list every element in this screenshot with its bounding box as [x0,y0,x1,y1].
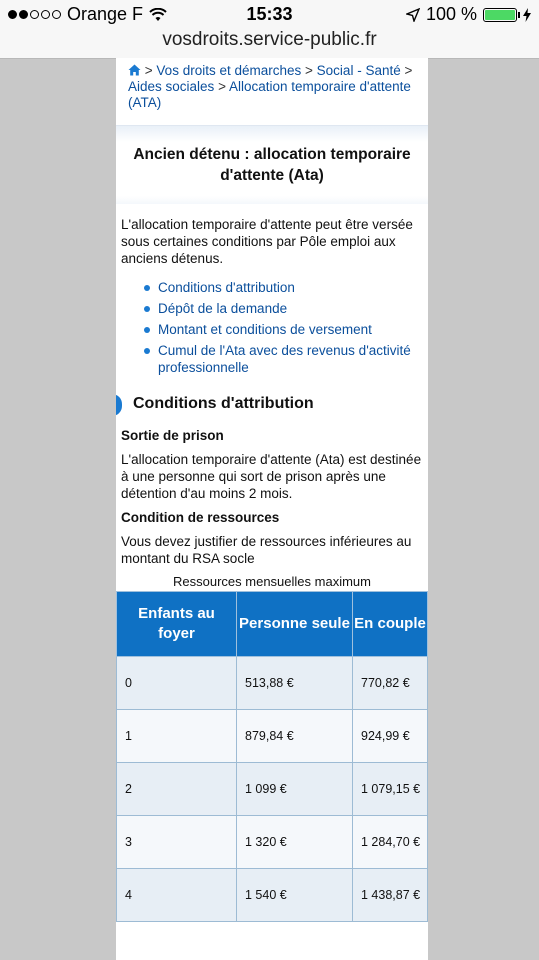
header-enfants: Enfants au foyer [117,592,237,657]
page-title-box [116,125,428,204]
breadcrumb-social-sante[interactable]: Social - Santé [316,63,401,78]
toc-link-depot[interactable]: Dépôt de la demande [144,300,428,317]
breadcrumb-separator: > [218,79,226,94]
toc-link-cumul[interactable]: Cumul de l'Ata avec des revenus d'activité professionnelle [144,342,428,376]
intro-text: L'allocation temporaire d'attente peut être versée sous certaines conditions par Pôle emploi aux anciens détenus. [121,217,413,266]
resources-table [116,591,428,922]
carrier-name: Orange F [67,4,144,24]
table-row [117,816,428,869]
table-row [117,710,428,763]
subheading-ressources: Condition de ressources [121,510,280,525]
cell-seule: 1 099 € [237,763,353,816]
table-caption: Ressources mensuelles maximum [173,574,371,589]
toc-link-montant[interactable]: Montant et conditions de versement [144,321,428,338]
table-row [117,763,428,816]
status-right [406,4,531,25]
section-title: Conditions d'attribution [133,395,314,412]
table-row [117,657,428,710]
battery-icon [483,8,517,22]
clock: 15:33 [246,4,293,24]
cell-enfants: 1 [117,710,237,763]
table-of-contents [116,279,428,376]
cell-enfants: 2 [117,763,237,816]
cell-couple: 924,99 € [353,710,428,763]
address-bar[interactable] [0,28,539,59]
table-row [117,869,428,922]
paragraph-ressources: Vous devez justifier de ressources inférieures au montant du RSA socle [121,534,412,566]
cell-enfants: 4 [117,869,237,922]
cell-couple: 1 284,70 € [353,816,428,869]
location-arrow-icon [406,8,420,22]
subheading-sortie: Sortie de prison [121,428,224,443]
cell-couple: 1 079,15 € [353,763,428,816]
cell-couple: 770,82 € [353,657,428,710]
battery-percent: 100 % [425,4,477,24]
table-header-row [117,592,428,657]
cell-seule: 879,84 € [237,710,353,763]
section-marker-icon [116,394,122,416]
page-title: Ancien détenu : allocation temporaire d'attente (Ata) [133,146,411,184]
home-icon[interactable] [128,64,141,76]
cell-seule: 1 540 € [237,869,353,922]
breadcrumb [116,58,428,111]
breadcrumb-ata[interactable]: Allocation temporaire d'attente (ATA) [128,79,411,110]
breadcrumb-aides-sociales[interactable]: Aides sociales [128,79,215,94]
header-personne-seule: Personne seule [237,592,353,657]
cell-enfants: 3 [117,816,237,869]
status-bar [0,0,539,28]
charging-bolt-icon [523,8,531,22]
cell-enfants: 0 [117,657,237,710]
url-text[interactable]: vosdroits.service-public.fr [162,29,377,50]
breadcrumb-separator: > [144,63,153,78]
toc-link-conditions[interactable]: Conditions d'attribution [144,279,428,296]
breadcrumb-separator: > [305,63,313,78]
cell-couple: 1 438,87 € [353,869,428,922]
web-page [116,58,428,960]
cell-seule: 1 320 € [237,816,353,869]
paragraph-sortie: L'allocation temporaire d'attente (Ata) est destinée à une personne qui sort de prison après une détention d'au moins 2 mois. [121,452,422,501]
breadcrumb-vos-droits[interactable]: Vos droits et démarches [156,63,302,78]
breadcrumb-separator: > [404,63,413,78]
header-en-couple: En couple [353,592,428,657]
cell-seule: 513,88 € [237,657,353,710]
section-heading [116,392,428,420]
